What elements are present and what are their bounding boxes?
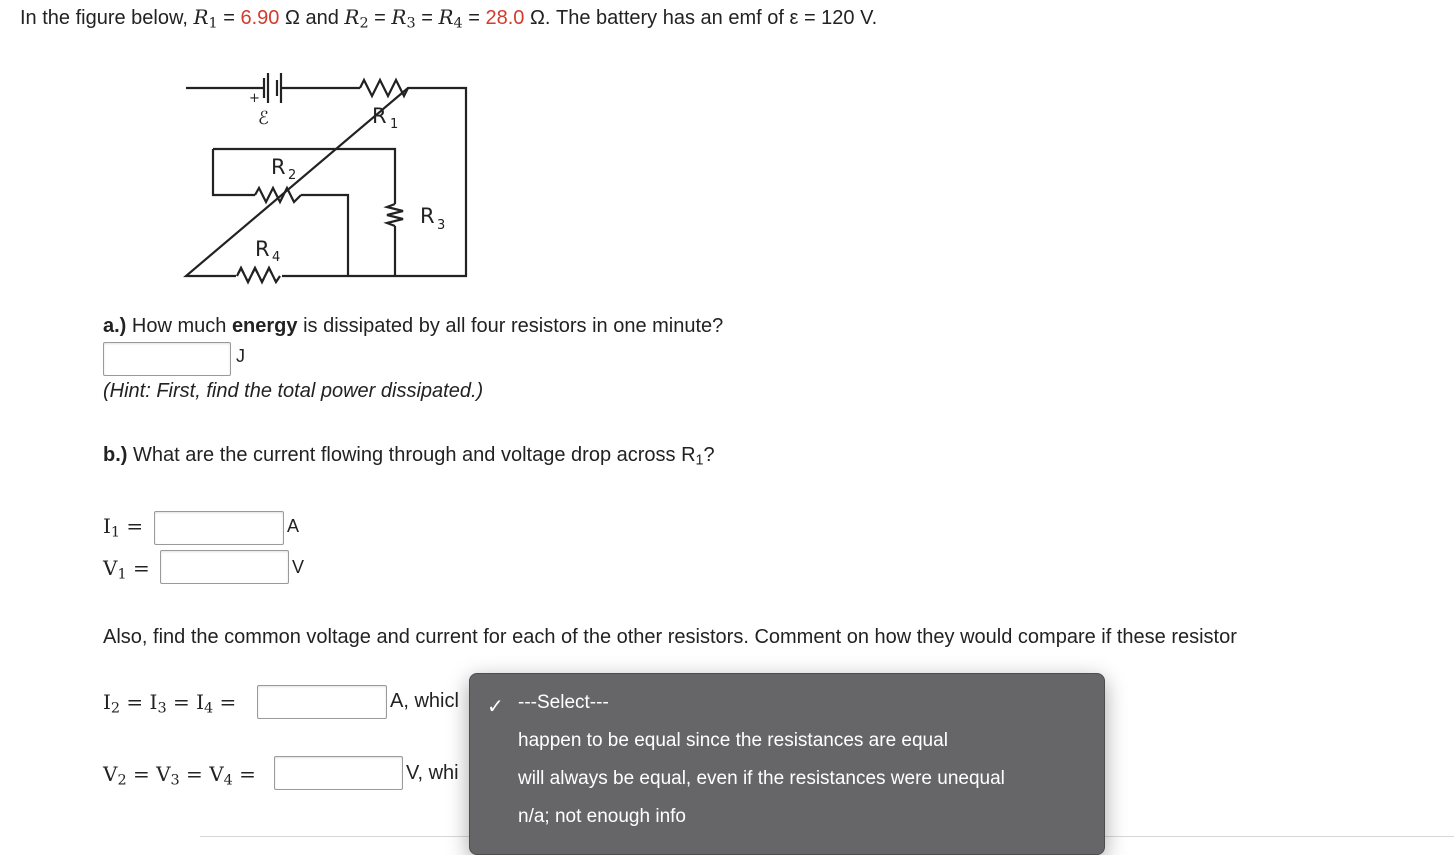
r2-symbol: $R_2$ bbox=[344, 5, 369, 32]
circuit-diagram bbox=[180, 68, 480, 286]
intro-part: Ω and bbox=[279, 7, 345, 29]
r4-label-sub: 4 bbox=[272, 250, 281, 265]
dropdown-option-always-equal[interactable]: will always be equal, even if the resistances were unequal bbox=[518, 768, 1005, 789]
comparison-dropdown-menu[interactable] bbox=[469, 673, 1105, 855]
r3-label-sub: 3 bbox=[437, 218, 446, 233]
v-common-unit-text: V, whi bbox=[406, 762, 459, 784]
question-text: What are the current flowing through and voltage drop across R bbox=[127, 444, 696, 466]
i-common-input[interactable] bbox=[257, 685, 387, 719]
equals: = bbox=[462, 7, 486, 29]
question-subscript: 1 bbox=[695, 452, 704, 469]
dropdown-option-select[interactable]: ---Select--- bbox=[518, 692, 609, 713]
energy-input[interactable] bbox=[103, 342, 231, 376]
r4-symbol: $R_4$ bbox=[438, 5, 463, 32]
inner-wire bbox=[213, 149, 395, 276]
intro-part: Ω. The battery has an emf of ε = 120 V. bbox=[524, 7, 878, 29]
question-text: ? bbox=[703, 444, 715, 466]
r2-resistor-icon bbox=[255, 188, 301, 202]
intro-part: In the figure below, bbox=[20, 7, 194, 29]
r3-label: R bbox=[420, 204, 435, 228]
r-value: 28.0 bbox=[485, 7, 525, 29]
outer-wire bbox=[186, 88, 466, 276]
question-text: How much bbox=[126, 315, 232, 337]
i1-label: $I_1$ = bbox=[103, 514, 144, 541]
battery-plus-sign: + bbox=[249, 91, 260, 106]
v1-unit: V bbox=[292, 557, 305, 577]
r2-label: R bbox=[271, 155, 286, 179]
equals: = bbox=[217, 7, 241, 29]
i1-unit: A bbox=[287, 516, 300, 536]
r4-label: R bbox=[255, 237, 270, 261]
r2-label-sub: 2 bbox=[288, 168, 297, 183]
intro-text bbox=[20, 5, 877, 30]
i-common-unit-text: A, whicl bbox=[390, 690, 459, 712]
r1-label: R bbox=[372, 104, 387, 128]
r3-symbol: $R_3$ bbox=[391, 5, 416, 32]
also-text: Also, find the common voltage and current for each of the other resistors. Comment on how they would compare if these resistor bbox=[103, 626, 1237, 648]
emf-symbol: ℰ bbox=[258, 108, 269, 129]
i1-input[interactable] bbox=[154, 511, 284, 545]
energy-unit: J bbox=[236, 346, 245, 366]
dropdown-option-equal-since-equal[interactable]: happen to be equal since the resistances are equal bbox=[518, 730, 948, 751]
checkmark-icon: ✓ bbox=[487, 696, 504, 718]
part-b-label: b.) bbox=[103, 444, 128, 466]
part-b-question bbox=[103, 444, 715, 467]
part-a-hint: (Hint: First, find the total power dissipated.) bbox=[103, 380, 484, 402]
r1-value: 6.90 bbox=[240, 7, 280, 29]
r1-symbol: $R_1$ bbox=[193, 5, 218, 32]
equals: = bbox=[368, 7, 392, 29]
r1-label-sub: 1 bbox=[390, 117, 399, 132]
energy-emphasis: energy bbox=[231, 315, 298, 337]
dropdown-option-not-enough-info[interactable]: n/a; not enough info bbox=[518, 806, 686, 827]
part-a-label: a.) bbox=[103, 315, 127, 337]
i-common-label: $I_2 = I_3 = I_4$ = bbox=[103, 690, 237, 717]
r3-resistor-icon bbox=[387, 204, 403, 226]
v1-label: $V_1$ = bbox=[103, 556, 150, 583]
v-common-label: $V_2 = V_3 = V_4$ = bbox=[103, 762, 256, 789]
v-common-input[interactable] bbox=[274, 756, 403, 790]
battery-icon bbox=[264, 73, 281, 103]
equals: = bbox=[415, 7, 439, 29]
question-text: is dissipated by all four resistors in one minute? bbox=[297, 315, 724, 337]
part-a-question bbox=[103, 315, 723, 338]
v1-input[interactable] bbox=[160, 550, 289, 584]
